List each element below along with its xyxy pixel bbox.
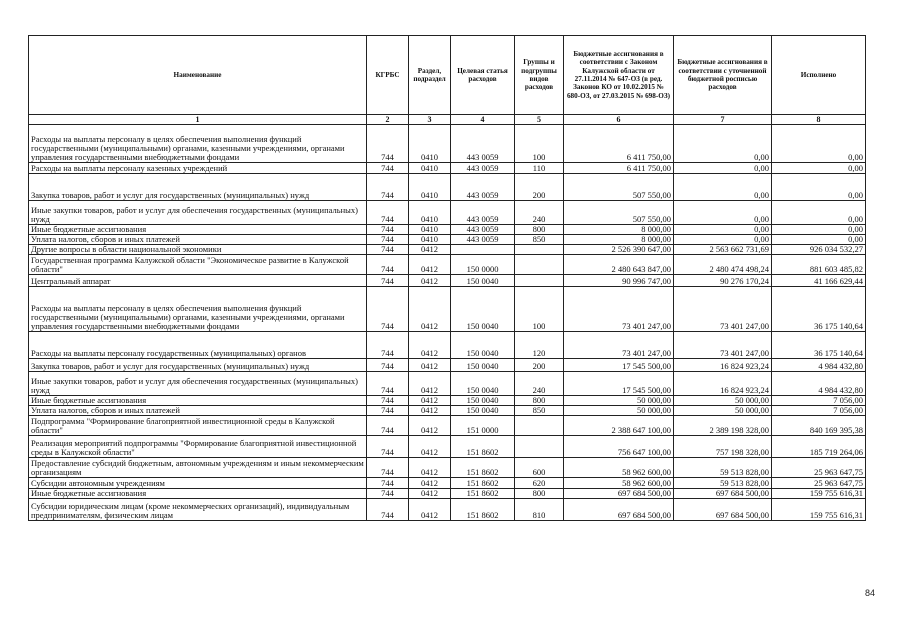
row-law-amount: 17 545 500,00 [564, 359, 674, 372]
row-expense-type: 850 [515, 406, 564, 416]
row-kgrbs: 744 [367, 235, 409, 245]
table-body [29, 125, 866, 521]
row-law-amount: 697 684 500,00 [564, 489, 674, 499]
row-schedule-amount: 59 513 828,00 [674, 458, 772, 478]
row-expense-type: 240 [515, 201, 564, 225]
table-row [29, 499, 866, 521]
row-kgrbs: 744 [367, 359, 409, 372]
row-law-amount: 50 000,00 [564, 396, 674, 406]
row-target-article: 150 0040 [451, 275, 515, 287]
column-number: 2 [367, 115, 409, 125]
row-executed-amount: 0,00 [772, 125, 866, 163]
row-razdel: 0412 [409, 416, 451, 436]
row-law-amount: 50 000,00 [564, 406, 674, 416]
row-law-amount: 73 401 247,00 [564, 287, 674, 332]
row-law-amount: 507 550,00 [564, 174, 674, 201]
row-name: Подпрограмма "Формирование благоприятной инвестиционной среды в Калужской области" [29, 416, 367, 436]
row-kgrbs: 744 [367, 245, 409, 255]
row-schedule-amount: 757 198 328,00 [674, 436, 772, 458]
row-target-article: 151 8602 [451, 489, 515, 499]
row-name: Иные бюджетные ассигнования [29, 489, 367, 499]
row-executed-amount: 185 719 264,06 [772, 436, 866, 458]
row-expense-type: 100 [515, 125, 564, 163]
row-expense-type: 200 [515, 359, 564, 372]
row-schedule-amount: 0,00 [674, 201, 772, 225]
row-razdel: 0412 [409, 489, 451, 499]
row-razdel: 0410 [409, 235, 451, 245]
row-target-article: 150 0040 [451, 406, 515, 416]
table-row [29, 478, 866, 489]
row-name: Расходы на выплаты персоналу казенных учреждений [29, 163, 367, 174]
row-expense-type [515, 275, 564, 287]
row-law-amount: 6 411 750,00 [564, 163, 674, 174]
row-target-article: 151 0000 [451, 416, 515, 436]
row-razdel: 0412 [409, 332, 451, 359]
row-schedule-amount: 50 000,00 [674, 396, 772, 406]
row-schedule-amount: 50 000,00 [674, 406, 772, 416]
row-schedule-amount: 59 513 828,00 [674, 478, 772, 489]
header-ispolneno: Исполнено [772, 36, 866, 115]
row-kgrbs: 744 [367, 396, 409, 406]
table-row [29, 225, 866, 235]
row-law-amount: 2 480 643 847,00 [564, 255, 674, 275]
row-kgrbs: 744 [367, 201, 409, 225]
column-number: 7 [674, 115, 772, 125]
column-number: 5 [515, 115, 564, 125]
row-razdel: 0412 [409, 478, 451, 489]
row-executed-amount: 881 603 485,82 [772, 255, 866, 275]
row-kgrbs: 744 [367, 499, 409, 521]
row-schedule-amount: 2 563 662 731,69 [674, 245, 772, 255]
row-executed-amount: 0,00 [772, 225, 866, 235]
row-expense-type: 800 [515, 225, 564, 235]
row-kgrbs: 744 [367, 372, 409, 396]
row-law-amount: 73 401 247,00 [564, 332, 674, 359]
row-schedule-amount: 2 480 474 498,24 [674, 255, 772, 275]
table-row [29, 174, 866, 201]
row-expense-type [515, 416, 564, 436]
row-executed-amount: 0,00 [772, 235, 866, 245]
row-schedule-amount: 90 276 170,24 [674, 275, 772, 287]
row-expense-type: 200 [515, 174, 564, 201]
row-target-article: 151 8602 [451, 478, 515, 489]
row-kgrbs: 744 [367, 125, 409, 163]
row-kgrbs: 744 [367, 275, 409, 287]
table-row [29, 489, 866, 499]
column-number-row [29, 115, 866, 125]
row-kgrbs: 744 [367, 225, 409, 235]
row-executed-amount: 36 175 140,64 [772, 332, 866, 359]
table-row [29, 201, 866, 225]
row-target-article: 150 0040 [451, 372, 515, 396]
row-kgrbs: 744 [367, 255, 409, 275]
row-executed-amount: 0,00 [772, 201, 866, 225]
row-expense-type: 120 [515, 332, 564, 359]
row-name: Центральный аппарат [29, 275, 367, 287]
row-razdel: 0412 [409, 499, 451, 521]
row-schedule-amount: 0,00 [674, 125, 772, 163]
row-executed-amount: 4 984 432,80 [772, 359, 866, 372]
row-schedule-amount: 73 401 247,00 [674, 332, 772, 359]
row-executed-amount: 41 166 629,44 [772, 275, 866, 287]
row-schedule-amount: 0,00 [674, 174, 772, 201]
row-kgrbs: 744 [367, 478, 409, 489]
row-executed-amount: 7 056,00 [772, 406, 866, 416]
row-razdel: 0412 [409, 458, 451, 478]
row-law-amount: 2 526 390 647,00 [564, 245, 674, 255]
row-schedule-amount: 16 824 923,24 [674, 372, 772, 396]
row-schedule-amount: 0,00 [674, 235, 772, 245]
row-expense-type: 110 [515, 163, 564, 174]
row-razdel: 0410 [409, 163, 451, 174]
row-executed-amount: 159 755 616,31 [772, 499, 866, 521]
row-target-article: 151 8602 [451, 499, 515, 521]
row-razdel: 0412 [409, 436, 451, 458]
row-expense-type: 800 [515, 489, 564, 499]
row-kgrbs: 744 [367, 163, 409, 174]
table-row [29, 287, 866, 332]
row-razdel: 0412 [409, 396, 451, 406]
row-razdel: 0412 [409, 372, 451, 396]
row-name: Субсидии автономным учреждениям [29, 478, 367, 489]
row-law-amount: 90 996 747,00 [564, 275, 674, 287]
row-schedule-amount: 697 684 500,00 [674, 499, 772, 521]
row-kgrbs: 744 [367, 458, 409, 478]
row-law-amount: 507 550,00 [564, 201, 674, 225]
row-razdel: 0410 [409, 201, 451, 225]
page-number: 84 [864, 588, 875, 598]
row-name: Иные бюджетные ассигнования [29, 396, 367, 406]
row-name: Уплата налогов, сборов и иных платежей [29, 235, 367, 245]
row-name: Расходы на выплаты персоналу государственных (муниципальных) органов [29, 332, 367, 359]
table-row [29, 332, 866, 359]
row-name: Субсидии юридическим лицам (кроме некоммерческих организаций), индивидуальным предпринимателям, физическим лицам [29, 499, 367, 521]
row-expense-type: 810 [515, 499, 564, 521]
row-target-article: 150 0000 [451, 255, 515, 275]
row-target-article: 443 0059 [451, 235, 515, 245]
header-celevaya: Целевая статья расходов [451, 36, 515, 115]
row-law-amount: 756 647 100,00 [564, 436, 674, 458]
table-row [29, 416, 866, 436]
row-target-article: 443 0059 [451, 201, 515, 225]
table-row [29, 245, 866, 255]
row-executed-amount: 926 034 532,27 [772, 245, 866, 255]
header-bud-rospis: Бюджетные ассигнования в соответствии с уточненной бюджетной росписью расходов [674, 36, 772, 115]
row-schedule-amount: 0,00 [674, 163, 772, 174]
row-razdel: 0412 [409, 255, 451, 275]
column-number: 1 [29, 115, 367, 125]
row-schedule-amount: 73 401 247,00 [674, 287, 772, 332]
row-razdel: 0412 [409, 275, 451, 287]
column-number: 3 [409, 115, 451, 125]
row-executed-amount: 25 963 647,75 [772, 478, 866, 489]
column-number: 6 [564, 115, 674, 125]
row-kgrbs: 744 [367, 332, 409, 359]
table-row [29, 275, 866, 287]
row-target-article: 150 0040 [451, 332, 515, 359]
row-law-amount: 17 545 500,00 [564, 372, 674, 396]
column-number: 4 [451, 115, 515, 125]
row-target-article: 443 0059 [451, 174, 515, 201]
row-razdel: 0410 [409, 125, 451, 163]
row-name: Расходы на выплаты персоналу в целях обеспечения выполнения функций государственными (муниципальными) органами, казенными учреждениями, органами управления государственными внебюджетными фондами [29, 125, 367, 163]
row-expense-type: 240 [515, 372, 564, 396]
row-expense-type [515, 255, 564, 275]
row-schedule-amount: 697 684 500,00 [674, 489, 772, 499]
header-row [29, 36, 866, 115]
row-law-amount: 8 000,00 [564, 225, 674, 235]
row-expense-type: 800 [515, 396, 564, 406]
row-executed-amount: 4 984 432,80 [772, 372, 866, 396]
row-expense-type: 100 [515, 287, 564, 332]
row-razdel: 0410 [409, 225, 451, 235]
header-razdel: Раздел, подраздел [409, 36, 451, 115]
row-executed-amount: 7 056,00 [772, 396, 866, 406]
row-executed-amount: 159 755 616,31 [772, 489, 866, 499]
row-law-amount: 58 962 600,00 [564, 478, 674, 489]
table-row [29, 436, 866, 458]
row-razdel: 0410 [409, 174, 451, 201]
row-expense-type: 600 [515, 458, 564, 478]
row-kgrbs: 744 [367, 489, 409, 499]
table-row [29, 125, 866, 163]
row-name: Закупка товаров, работ и услуг для государственных (муниципальных) нужд [29, 174, 367, 201]
row-kgrbs: 744 [367, 287, 409, 332]
row-name: Иные закупки товаров, работ и услуг для обеспечения государственных (муниципальных) нужд [29, 372, 367, 396]
row-name: Государственная программа Калужской области "Экономическое развитие в Калужской области" [29, 255, 367, 275]
row-razdel: 0412 [409, 245, 451, 255]
table-row [29, 406, 866, 416]
row-razdel: 0412 [409, 359, 451, 372]
row-expense-type [515, 245, 564, 255]
row-kgrbs: 744 [367, 174, 409, 201]
row-target-article [451, 245, 515, 255]
row-target-article: 150 0040 [451, 359, 515, 372]
row-name: Уплата налогов, сборов и иных платежей [29, 406, 367, 416]
row-law-amount: 8 000,00 [564, 235, 674, 245]
table-row [29, 235, 866, 245]
row-kgrbs: 744 [367, 406, 409, 416]
row-razdel: 0412 [409, 406, 451, 416]
row-executed-amount: 0,00 [772, 163, 866, 174]
table-row [29, 396, 866, 406]
header-bud-zakon: Бюджетные ассигнования в соответствии с Законом Калужской области от 27.11.2014 № 647-ОЗ (в ред. Законов КО от 10.02.2015 № 680-ОЗ, от 27.03.2015 № 698-ОЗ) [564, 36, 674, 115]
row-executed-amount: 36 175 140,64 [772, 287, 866, 332]
row-target-article: 443 0059 [451, 225, 515, 235]
row-law-amount: 697 684 500,00 [564, 499, 674, 521]
row-schedule-amount: 16 824 923,24 [674, 359, 772, 372]
header-kgrbs: КГРБС [367, 36, 409, 115]
row-expense-type [515, 436, 564, 458]
row-name: Иные закупки товаров, работ и услуг для обеспечения государственных (муниципальных) нужд [29, 201, 367, 225]
column-number: 8 [772, 115, 866, 125]
row-kgrbs: 744 [367, 436, 409, 458]
row-schedule-amount: 0,00 [674, 225, 772, 235]
row-expense-type: 850 [515, 235, 564, 245]
row-target-article: 150 0040 [451, 396, 515, 406]
row-target-article: 151 8602 [451, 458, 515, 478]
row-executed-amount: 840 169 395,38 [772, 416, 866, 436]
row-name: Закупка товаров, работ и услуг для государственных (муниципальных) нужд [29, 359, 367, 372]
row-name: Предоставление субсидий бюджетным, автономным учреждениям и иным некоммерческим организациям [29, 458, 367, 478]
row-name: Иные бюджетные ассигнования [29, 225, 367, 235]
table-row [29, 163, 866, 174]
row-target-article: 150 0040 [451, 287, 515, 332]
header-name: Наименование [29, 36, 367, 115]
row-target-article: 443 0059 [451, 125, 515, 163]
table-row [29, 372, 866, 396]
row-kgrbs: 744 [367, 416, 409, 436]
row-schedule-amount: 2 389 198 328,00 [674, 416, 772, 436]
row-razdel: 0412 [409, 287, 451, 332]
row-name: Реализация мероприятий подпрограммы "Формирование благоприятной инвестиционной среды в Калужской области" [29, 436, 367, 458]
table-row [29, 458, 866, 478]
row-target-article: 151 8602 [451, 436, 515, 458]
header-gruppy: Группы и подгруппы видов расходов [515, 36, 564, 115]
row-executed-amount: 0,00 [772, 174, 866, 201]
row-target-article: 443 0059 [451, 163, 515, 174]
row-expense-type: 620 [515, 478, 564, 489]
row-law-amount: 58 962 600,00 [564, 458, 674, 478]
table-row [29, 255, 866, 275]
row-law-amount: 2 388 647 100,00 [564, 416, 674, 436]
row-law-amount: 6 411 750,00 [564, 125, 674, 163]
row-executed-amount: 25 963 647,75 [772, 458, 866, 478]
table-row [29, 359, 866, 372]
budget-table [28, 35, 866, 521]
row-name: Расходы на выплаты персоналу в целях обеспечения выполнения функций государственными (муниципальными) органами, казенными учреждениями, органами управления государственными внебюджетными фондами [29, 287, 367, 332]
row-name: Другие вопросы в области национальной экономики [29, 245, 367, 255]
